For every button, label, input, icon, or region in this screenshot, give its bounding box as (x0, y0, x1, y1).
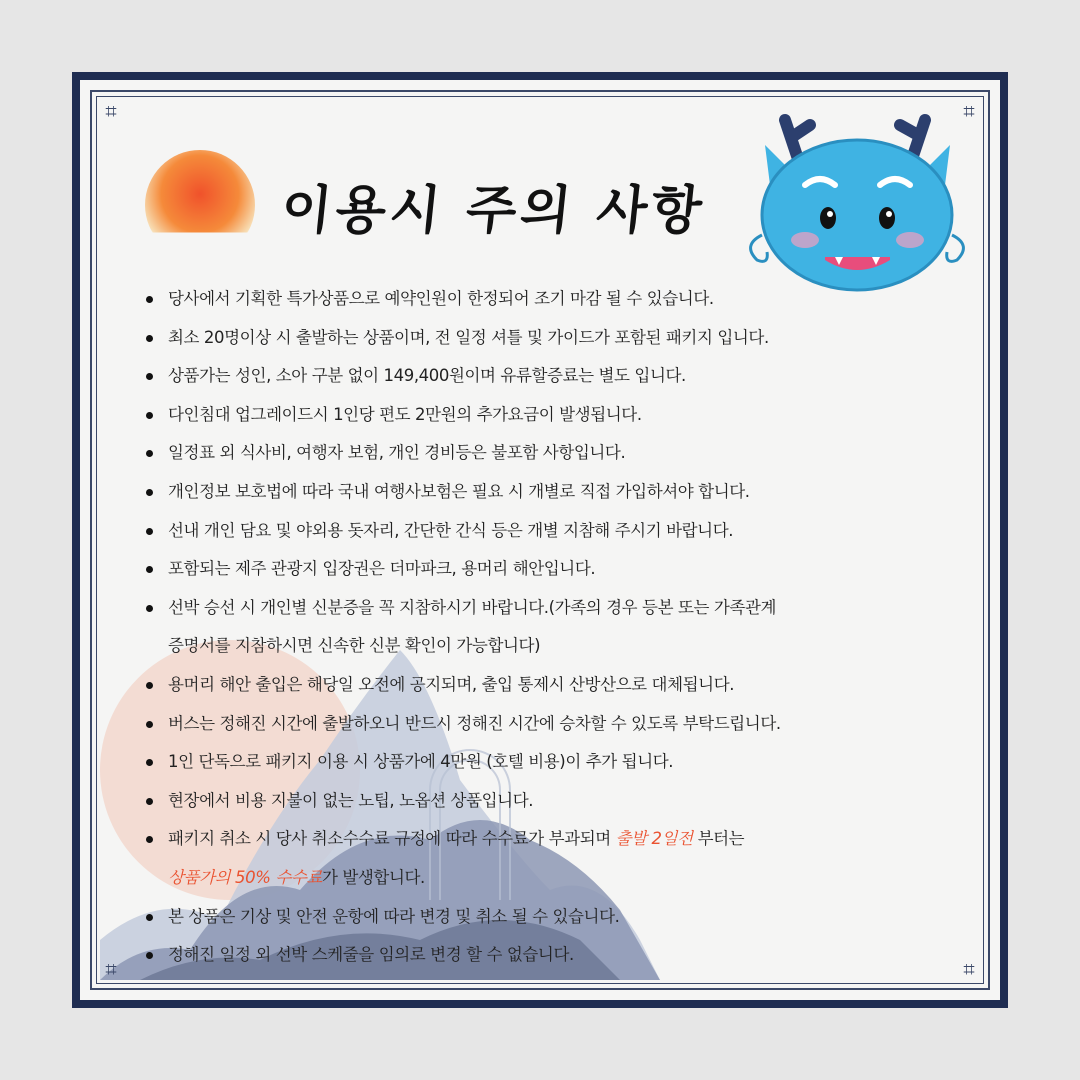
list-item: 정해진 일정 외 선박 스케줄을 임의로 변경 할 수 없습니다. (146, 936, 926, 975)
cancel-text: 가 발생합니다. (321, 867, 425, 887)
cancel-highlight: 출발 2일전 (615, 829, 693, 849)
list-item: 다인침대 업그레이드시 1인당 편도 2만원의 추가요금이 발생됩니다. (146, 396, 926, 435)
list-item: 당사에서 기획한 특가상품으로 예약인원이 한정되어 조기 마감 될 수 있습니다. (146, 280, 926, 319)
list-item: 상품가는 성인, 소아 구분 없이 149,400원이며 유류할증료는 별도 입니다. (146, 357, 926, 396)
cancel-text: 패키지 취소 시 당사 취소수수료 규정에 따라 수수료가 부과되며 (168, 829, 616, 849)
list-item: 개인정보 보호법에 따라 국내 여행사보험은 필요 시 개별로 직접 가입하셔야 합니다. (146, 473, 926, 512)
list-item-continuation: 증명서를 지참하시면 신속한 신분 확인이 가능합니다) (168, 636, 541, 656)
dragon-mascot-illustration (740, 105, 975, 295)
list-item: 용머리 해안 출입은 해당일 오전에 공지되며, 출입 통제시 산방산으로 대체됩니다. (146, 666, 926, 705)
list-item: 선박 승선 시 개인별 신분증을 꼭 지참하시기 바랍니다.(가족의 경우 등본 또는 가족관계 (146, 589, 926, 628)
list-item: 현장에서 비용 지불이 없는 노팁, 노옵션 상품입니다. (146, 782, 926, 821)
list-item-continuation (146, 859, 926, 898)
corner-ornament-icon: ⌗ (105, 99, 117, 123)
corner-ornament-icon: ⌗ (963, 957, 975, 981)
corner-ornament-icon: ⌗ (963, 99, 975, 123)
cancel-highlight: 상품가의 50% 수수료 (168, 867, 322, 887)
corner-ornament-icon: ⌗ (105, 957, 117, 981)
list-item: 일정표 외 식사비, 여행자 보험, 개인 경비등은 불포함 사항입니다. (146, 434, 926, 473)
list-item: 최소 20명이상 시 출발하는 상품이며, 전 일정 셔틀 및 가이드가 포함된 패키지 입니다. (146, 319, 926, 358)
page-title: 이용시 주의 사항 (278, 180, 709, 241)
list-item: 포함되는 제주 관광지 입장권은 더마파크, 용머리 해안입니다. (146, 550, 926, 589)
list-item: 1인 단독으로 패키지 이용 시 상품가에 4만원 (호텔 비용)이 추가 됩니다. (146, 743, 926, 782)
list-item: 본 상품은 기상 및 안전 운항에 따라 변경 및 취소 될 수 있습니다. (146, 898, 926, 937)
list-item: 선내 개인 담요 및 야외용 돗자리, 간단한 간식 등은 개별 지참해 주시기 바랍니다. (146, 512, 926, 551)
cancel-text: 부터는 (692, 829, 745, 849)
notice-list (146, 280, 926, 975)
list-item-cancellation (146, 820, 926, 859)
list-item: 버스는 정해진 시간에 출발하오니 반드시 정해진 시간에 승차할 수 있도록 부탁드립니다. (146, 705, 926, 744)
